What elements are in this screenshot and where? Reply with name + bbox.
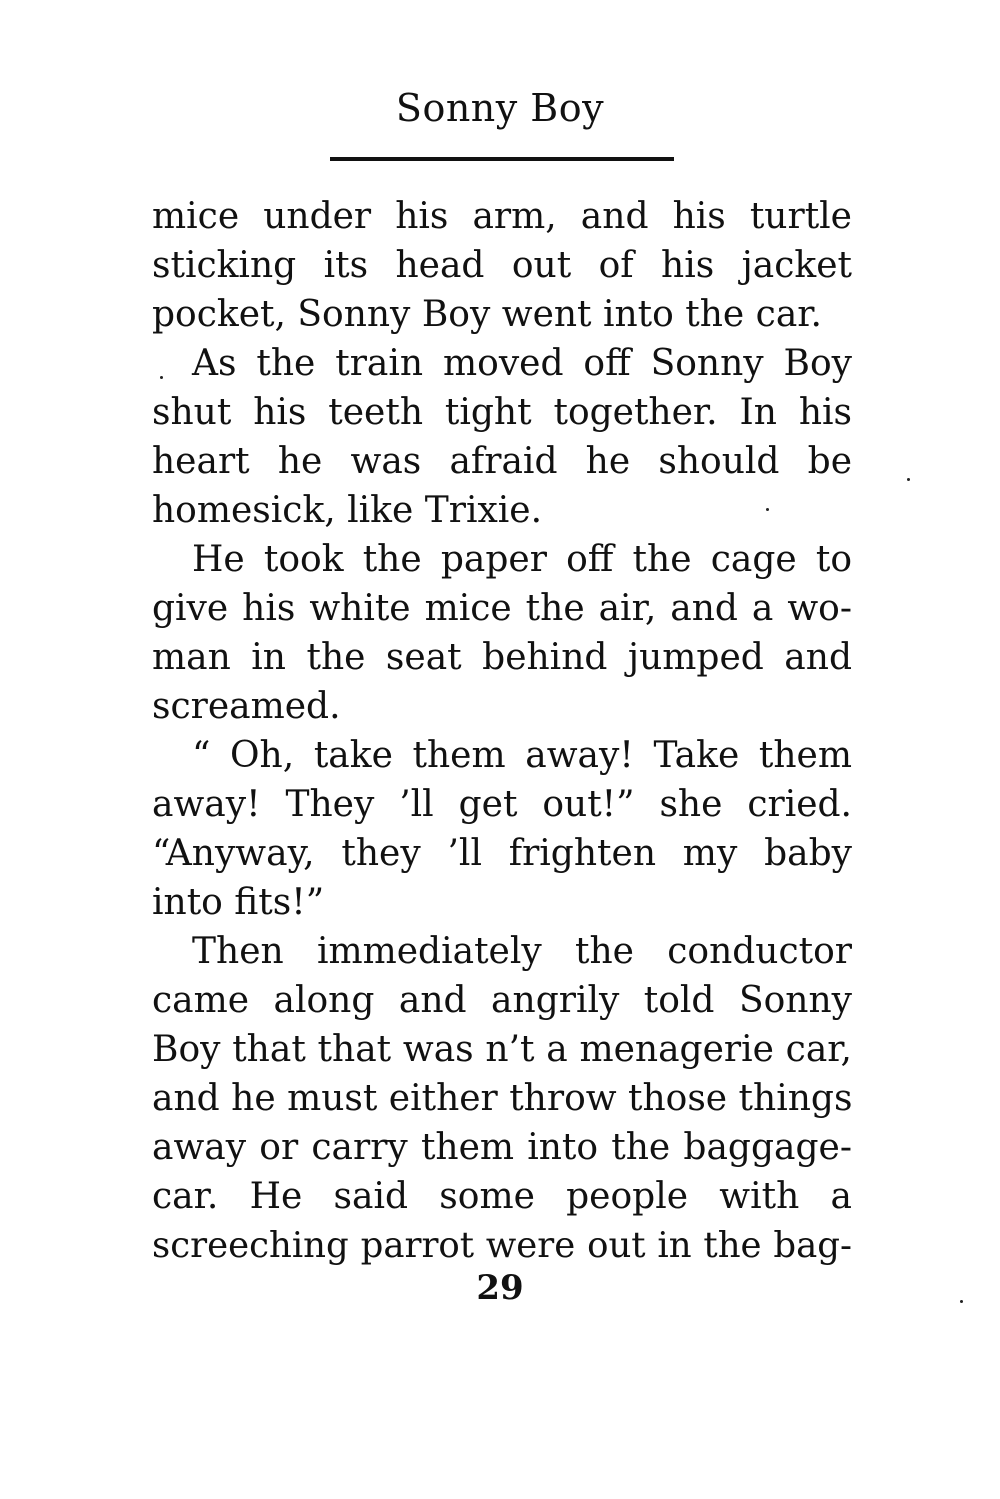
text-line: and he must either throw those things (152, 1078, 853, 1119)
body-text (152, 192, 852, 1270)
page-number: 29 (476, 1268, 524, 1308)
text-line: heart he was afraid he should be (152, 441, 852, 482)
text-line: Boy that that was n’t a menagerie car, (152, 1029, 852, 1070)
text-line: Then immediately the conductor (192, 931, 852, 972)
text-line: screamed. (152, 686, 341, 727)
text-line: away or carry them into the baggage- (152, 1127, 852, 1168)
text-line: homesick, like Trixie. (152, 490, 543, 531)
text-line: “Anyway, they ’ll frighten my baby (152, 833, 852, 874)
text-line: into fits!” (152, 882, 325, 923)
text-line: came along and angrily told Sonny (152, 980, 852, 1021)
text-line: sticking its head out of his jacket (152, 245, 852, 286)
text-line: shut his teeth tight together. In his (152, 392, 852, 433)
print-speck (960, 1300, 963, 1303)
text-line: “ Oh, take them away! Take them (192, 735, 852, 776)
running-head-title: Sonny Boy (395, 86, 605, 130)
text-line: car. He said some people with a (152, 1176, 852, 1217)
print-speck (907, 478, 910, 481)
text-line: away! They ’ll get out!” she cried. (152, 784, 852, 825)
print-speck (160, 376, 163, 379)
header-rule (330, 157, 674, 161)
text-line: give his white mice the air, and a wo- (152, 588, 852, 629)
print-speck (766, 508, 769, 511)
text-line: screeching parrot were out in the bag- (152, 1225, 852, 1266)
text-line: man in the seat behind jumped and (152, 637, 852, 678)
text-line: He took the paper off the cage to (192, 539, 852, 580)
text-line: As the train moved off Sonny Boy (192, 343, 852, 384)
text-line: pocket, Sonny Boy went into the car. (152, 294, 822, 335)
text-line: mice under his arm, and his turtle (152, 196, 852, 237)
